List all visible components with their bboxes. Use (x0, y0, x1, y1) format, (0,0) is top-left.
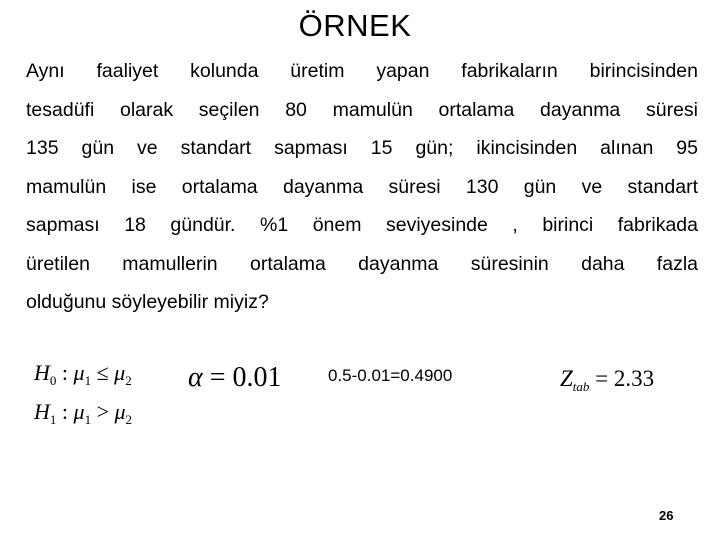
text-line: 135 gün ve standart sapması 15 gün; ikincisinden alınan 95 (26, 137, 698, 159)
calculation: 0.5-0.01=0.4900 (328, 366, 453, 385)
alpha-value: α = 0.01 (188, 362, 282, 393)
text-line: olduğunu söyleyebilir miyiz? (26, 291, 269, 313)
null-hypothesis: $H_0$ : $\mu_1 \le \mu_2$ (34, 360, 132, 388)
page-title: ÖRNEK (298, 8, 412, 43)
text-line: mamulün ise ortalama dayanma süresi 130 gün ve standart (26, 175, 698, 198)
alternative-hypothesis: $H_1$ : $\mu_1 > \mu_2$ (34, 399, 133, 427)
text-line: Aynı faaliyet kolunda üretim yapan fabrikaların birincisinden (26, 60, 698, 82)
text-line: sapması 18 gündür. %1 önem seviyesinde , birinci fabrikada (26, 214, 698, 236)
problem-text (26, 52, 698, 322)
page-number: 26 (659, 508, 674, 523)
z-table-value: $Z_{tab} = 2.33$ (560, 366, 655, 394)
text-line: üretilen mamullerin ortalama dayanma süresinin daha fazla (26, 252, 698, 275)
text-line: tesadüfi olarak seçilen 80 mamulün ortalama dayanma süresi (26, 98, 698, 121)
